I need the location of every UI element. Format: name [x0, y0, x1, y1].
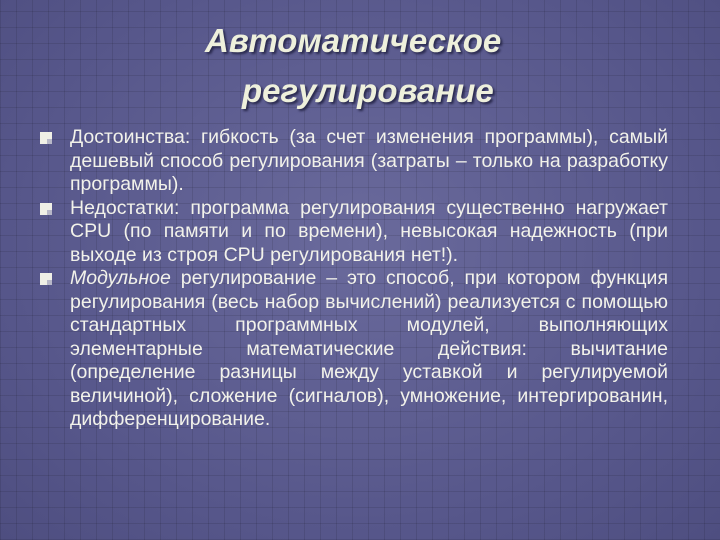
bullet-text: регулирование – это способ, при котором функция регулирования (весь набор вычислений) реализуется с помощью стандартных программных модулей, выполняющих элементарные математические действия: вычитание (определение разницы между уставкой и регулируемой величиной), сложение (сигналов), умножение, интергированин, дифференцирование. [70, 267, 668, 430]
slide-title-line2: регулирование [242, 72, 494, 109]
bullet-item-modular [40, 267, 668, 432]
bullet-text: Достоинства: гибкость (за счет изменения программы), самый дешевый способ регулирования (затраты – только на разработку программы). [70, 126, 668, 195]
bullet-text: Недостатки: программа регулирования существенно нагружает CPU (по памяти и по времени), невысокая надежность (при выходе из строя CPU регулирования нет!). [70, 196, 668, 266]
square-bullet-icon [40, 273, 52, 285]
slide-title-line1: Автоматическое [205, 22, 502, 59]
bullet-list [40, 126, 668, 432]
square-bullet-icon [40, 203, 52, 215]
square-bullet-icon [40, 132, 52, 144]
bullet-item-advantages [40, 126, 668, 197]
bullet-italic-lead: Модульное [70, 267, 171, 289]
bullet-item-disadvantages [40, 197, 668, 268]
